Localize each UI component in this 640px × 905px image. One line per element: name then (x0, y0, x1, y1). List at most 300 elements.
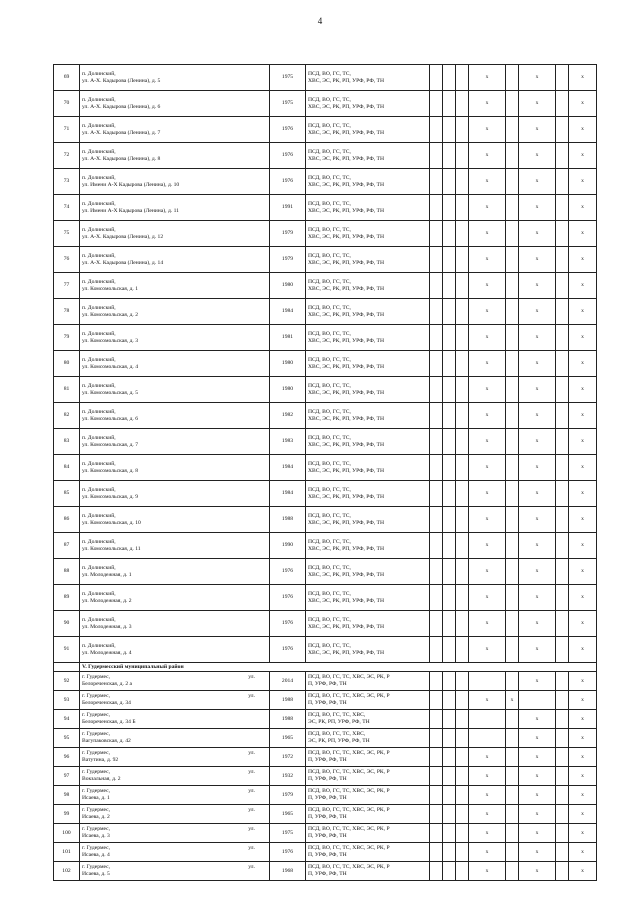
row-number: 79 (54, 325, 80, 351)
mark-cell (556, 299, 569, 325)
mark-cell (556, 403, 569, 429)
mark-cell (443, 786, 456, 805)
mark-cell: x (569, 585, 597, 611)
mark-cell (506, 195, 519, 221)
mark-cell: x (519, 195, 556, 221)
year-built: 1979 (270, 221, 306, 247)
address-line-2: ул. Комсомольская, д. 4 (82, 363, 139, 370)
works-line-2: ХВС, ЭС, РК, РП, УРФ, РФ, ТН (308, 207, 384, 214)
mark-cell (506, 377, 519, 403)
table-row (54, 273, 597, 299)
address-line-1 (82, 769, 267, 776)
mark-cell: x (469, 65, 506, 91)
works-line-1: ПСД, ВО, ГС, ТС, (308, 616, 351, 623)
address-street-type: ул. (248, 826, 255, 832)
row-number: 80 (54, 351, 80, 377)
works-line-1: ПСД, ВО, ГС, ТС, (308, 564, 351, 571)
year-built: 1976 (270, 637, 306, 663)
mark-cell: x (469, 748, 506, 767)
mark-cell (430, 273, 443, 299)
address-line-1-text: г. Гудермес, (82, 788, 111, 794)
table-row (54, 824, 597, 843)
table-row (54, 691, 597, 710)
row-number: 101 (54, 843, 80, 862)
mark-cell: x (469, 691, 506, 710)
address-line-1: п. Долинский, (82, 330, 116, 337)
mark-cell: x (569, 729, 597, 748)
mark-cell (556, 637, 569, 663)
works-line-1: ПСД, ВО, ГС, ТС, (308, 122, 351, 129)
mark-cell: x (519, 455, 556, 481)
address-cell (80, 862, 270, 881)
table-row (54, 767, 597, 786)
mark-cell (456, 351, 469, 377)
mark-cell: x (469, 455, 506, 481)
mark-cell: x (469, 143, 506, 169)
mark-cell: x (569, 533, 597, 559)
works-line-2: ХВС, ЭС, РК, РП, УРФ, РФ, ТН (308, 77, 384, 84)
works-cell (306, 403, 430, 429)
address-line-2: ул. Комсомольская, д. 10 (82, 519, 141, 526)
mark-cell (556, 143, 569, 169)
year-built: 1965 (270, 729, 306, 748)
mark-cell (430, 91, 443, 117)
mark-cell (456, 710, 469, 729)
mark-cell: x (569, 843, 597, 862)
mark-cell: x (519, 377, 556, 403)
row-number: 88 (54, 559, 80, 585)
mark-cell (443, 221, 456, 247)
table-row (54, 117, 597, 143)
mark-cell (456, 767, 469, 786)
mark-cell (443, 767, 456, 786)
mark-cell: x (569, 481, 597, 507)
address-line-2: ул. Комсомольская, д. 2 (82, 311, 139, 318)
table-row (54, 195, 597, 221)
works-line-1: ПСД, ВО, ГС, ТС, (308, 538, 351, 545)
works-cell (306, 65, 430, 91)
mark-cell: x (519, 824, 556, 843)
mark-cell (506, 767, 519, 786)
mark-cell (430, 377, 443, 403)
year-built: 1982 (270, 403, 306, 429)
mark-cell (556, 247, 569, 273)
address-line-1: п. Долинский, (82, 226, 116, 233)
works-cell (306, 429, 430, 455)
works-cell (306, 710, 430, 729)
table-row (54, 247, 597, 273)
mark-cell (506, 585, 519, 611)
mark-cell (443, 637, 456, 663)
works-line-2: ХВС, ЭС, РК, РП, УРФ, РФ, ТН (308, 363, 384, 370)
mark-cell (430, 843, 443, 862)
mark-cell (443, 559, 456, 585)
mark-cell: x (519, 169, 556, 195)
works-line-1: ПСД, ВО, ГС, ТС, (308, 434, 351, 441)
mark-cell: x (519, 325, 556, 351)
mark-cell (456, 507, 469, 533)
year-built: 1976 (270, 559, 306, 585)
works-line-1: ПСД, ВО, ГС, ТС, (308, 642, 351, 649)
address-line-1: п. Долинский, (82, 590, 116, 597)
address-cell (80, 247, 270, 273)
mark-cell (430, 481, 443, 507)
works-line-1: ПСД, ВО, ГС, ТС, (308, 486, 351, 493)
works-line-2: ХВС, ЭС, РК, РП, УРФ, РФ, ТН (308, 129, 384, 136)
address-line-2: ул. Комсомольская, д. 6 (82, 415, 139, 422)
works-line-2: П, УРФ, РФ, ТН (308, 871, 347, 877)
address-line-1: п. Долинский, (82, 564, 116, 571)
address-cell (80, 767, 270, 786)
works-cell (306, 672, 430, 691)
mark-cell: x (519, 533, 556, 559)
address-line-2: ул. А-Х. Кадырова (Ленина), д. 7 (82, 129, 161, 136)
row-number: 91 (54, 637, 80, 663)
works-cell (306, 299, 430, 325)
mark-cell: x (519, 843, 556, 862)
mark-cell (506, 805, 519, 824)
mark-cell (556, 672, 569, 691)
address-line-1-text: г. Гудермес, (82, 807, 111, 813)
table-row (54, 710, 597, 729)
mark-cell: x (569, 91, 597, 117)
year-built: 1975 (270, 91, 306, 117)
mark-cell (430, 221, 443, 247)
address-street-type: ул. (248, 807, 255, 813)
mark-cell (556, 455, 569, 481)
mark-cell (430, 585, 443, 611)
mark-cell (456, 843, 469, 862)
mark-cell (443, 377, 456, 403)
mark-cell (556, 748, 569, 767)
table-row (54, 351, 597, 377)
year-built: 1965 (270, 805, 306, 824)
row-number: 78 (54, 299, 80, 325)
row-number: 96 (54, 748, 80, 767)
mark-cell (506, 91, 519, 117)
table-body-section-iv (54, 65, 597, 663)
mark-cell (556, 429, 569, 455)
address-line-1: п. Долинский, (82, 538, 116, 545)
mark-cell (456, 117, 469, 143)
works-line-2: П, УРФ, РФ, ТН (308, 814, 347, 820)
works-cell (306, 455, 430, 481)
mark-cell: x (469, 611, 506, 637)
mark-cell (443, 403, 456, 429)
address-line-1: п. Долинский, (82, 486, 116, 493)
works-line-2: ХВС, ЭС, РК, РП, УРФ, РФ, ТН (308, 415, 384, 422)
mark-cell (556, 117, 569, 143)
mark-cell: x (519, 672, 556, 691)
mark-cell: x (519, 748, 556, 767)
mark-cell (443, 843, 456, 862)
mark-cell (556, 481, 569, 507)
address-line-1 (82, 693, 267, 700)
mark-cell (469, 710, 506, 729)
table-row (54, 65, 597, 91)
mark-cell (430, 351, 443, 377)
mark-cell (506, 221, 519, 247)
year-built: 1980 (270, 273, 306, 299)
address-line-2: Исаева, д. 4 (82, 852, 110, 858)
mark-cell (456, 377, 469, 403)
works-line-2: ХВС, ЭС, РК, РП, УРФ, РФ, ТН (308, 649, 384, 656)
mark-cell (506, 455, 519, 481)
year-built: 1979 (270, 786, 306, 805)
works-line-2: ХВС, ЭС, РК, РП, УРФ, РФ, ТН (308, 441, 384, 448)
address-line-2: Вокзальная, д. 2 (82, 776, 121, 782)
works-line-1: ПСД, ВО, ГС, ТС, (308, 174, 351, 181)
mark-cell: x (469, 247, 506, 273)
works-cell (306, 169, 430, 195)
address-cell (80, 143, 270, 169)
table-row (54, 672, 597, 691)
works-line-1: ПСД, ВО, ГС, ТС, (308, 148, 351, 155)
year-built: 1984 (270, 299, 306, 325)
mark-cell (430, 611, 443, 637)
mark-cell (430, 729, 443, 748)
works-line-1: ПСД, ВО, ГС, ТС, (308, 70, 351, 77)
works-line-2: ЭС, РК, РП, УРФ, РФ, ТН (308, 738, 370, 744)
mark-cell (456, 65, 469, 91)
table-row (54, 637, 597, 663)
works-line-2: ХВС, ЭС, РК, РП, УРФ, РФ, ТН (308, 467, 384, 474)
mark-cell (443, 672, 456, 691)
mark-cell (456, 195, 469, 221)
mark-cell (430, 65, 443, 91)
row-number: 69 (54, 65, 80, 91)
row-number: 73 (54, 169, 80, 195)
works-line-2: ХВС, ЭС, РК, РП, УРФ, РФ, ТН (308, 571, 384, 578)
address-line-2: Ватутина, д. 92 (82, 757, 119, 763)
address-line-1: п. Долинский, (82, 200, 116, 207)
works-line-2: ХВС, ЭС, РК, РП, УРФ, РФ, ТН (308, 311, 384, 318)
mark-cell: x (569, 824, 597, 843)
works-cell (306, 786, 430, 805)
mark-cell (456, 325, 469, 351)
address-cell (80, 117, 270, 143)
address-line-1: г. Гудермес, (82, 712, 111, 718)
mark-cell (443, 611, 456, 637)
works-line-1: ПСД, ВО, ГС, ТС, (308, 356, 351, 363)
mark-cell (456, 691, 469, 710)
address-line-1: п. Долинский, (82, 148, 116, 155)
mark-cell (456, 169, 469, 195)
table-row (54, 221, 597, 247)
row-number: 77 (54, 273, 80, 299)
mark-cell (430, 403, 443, 429)
mark-cell (443, 710, 456, 729)
works-line-1: ПСД, ВО, ГС, ТС, (308, 382, 351, 389)
mark-cell (443, 143, 456, 169)
address-line-2: ул. Комсомольская, д. 7 (82, 441, 139, 448)
mark-cell (430, 299, 443, 325)
table-row (54, 455, 597, 481)
address-line-2: ул. Комсомольская, д. 9 (82, 493, 139, 500)
mark-cell (519, 691, 556, 710)
mark-cell (430, 862, 443, 881)
address-line-2: Белореченская, д. 34 Б (82, 719, 136, 725)
mark-cell (556, 195, 569, 221)
address-cell (80, 299, 270, 325)
works-line-2: ХВС, ЭС, РК, РП, УРФ, РФ, ТН (308, 181, 384, 188)
works-cell (306, 637, 430, 663)
mark-cell: x (469, 533, 506, 559)
year-built: 1975 (270, 65, 306, 91)
address-line-2: Исаева, д. 2 (82, 814, 110, 820)
table-row (54, 325, 597, 351)
mark-cell: x (569, 117, 597, 143)
mark-cell (556, 710, 569, 729)
table-row (54, 377, 597, 403)
mark-cell: x (569, 169, 597, 195)
row-number: 70 (54, 91, 80, 117)
row-number: 86 (54, 507, 80, 533)
row-number: 74 (54, 195, 80, 221)
mark-cell (556, 533, 569, 559)
mark-cell: x (519, 221, 556, 247)
works-line-2: ХВС, ЭС, РК, РП, УРФ, РФ, ТН (308, 233, 384, 240)
works-line-2: П, УРФ, РФ, ТН (308, 795, 347, 801)
works-cell (306, 351, 430, 377)
address-street-type: ул. (248, 769, 255, 775)
mark-cell (469, 672, 506, 691)
mark-cell (456, 247, 469, 273)
mark-cell: x (469, 169, 506, 195)
mark-cell (506, 169, 519, 195)
mark-cell (506, 533, 519, 559)
mark-cell: x (519, 585, 556, 611)
works-line-2: ХВС, ЭС, РК, РП, УРФ, РФ, ТН (308, 545, 384, 552)
mark-cell: x (519, 805, 556, 824)
works-line-1: ПСД, ВО, ГС, ТС, (308, 200, 351, 207)
works-cell (306, 91, 430, 117)
mark-cell (556, 805, 569, 824)
mark-cell: x (469, 767, 506, 786)
table-row (54, 611, 597, 637)
mark-cell (443, 748, 456, 767)
works-cell (306, 533, 430, 559)
address-cell (80, 325, 270, 351)
mark-cell (469, 729, 506, 748)
table-body-section-header (54, 663, 597, 672)
mark-cell (430, 325, 443, 351)
row-number: 75 (54, 221, 80, 247)
mark-cell (430, 748, 443, 767)
address-line-1-text: г. Гудермес, (82, 845, 111, 851)
mark-cell (430, 672, 443, 691)
address-line-1: п. Долинский, (82, 408, 116, 415)
works-cell (306, 748, 430, 767)
mark-cell: x (519, 710, 556, 729)
mark-cell: x (569, 611, 597, 637)
works-line-2: ХВС, ЭС, РК, РП, УРФ, РФ, ТН (308, 155, 384, 162)
mark-cell (443, 247, 456, 273)
mark-cell (506, 824, 519, 843)
address-line-2: ул. Комсомольская, д. 5 (82, 389, 139, 396)
address-cell (80, 91, 270, 117)
year-built: 1976 (270, 843, 306, 862)
address-line-1: п. Долинский, (82, 616, 116, 623)
works-line-2: ХВС, ЭС, РК, РП, УРФ, РФ, ТН (308, 285, 384, 292)
section-header-row (54, 663, 597, 672)
mark-cell: x (469, 429, 506, 455)
works-line-1: ПСД, ВО, ГС, ТС, ХВС, ЭС, РК, Р (308, 864, 390, 870)
mark-cell (456, 91, 469, 117)
address-line-1: п. Долинский, (82, 382, 116, 389)
works-cell (306, 143, 430, 169)
address-cell (80, 195, 270, 221)
mark-cell: x (569, 351, 597, 377)
row-number: 72 (54, 143, 80, 169)
address-cell (80, 824, 270, 843)
mark-cell (443, 117, 456, 143)
mark-cell (430, 169, 443, 195)
mark-cell (506, 143, 519, 169)
table-row (54, 91, 597, 117)
address-cell (80, 403, 270, 429)
address-line-1: г. Гудермес, (82, 731, 111, 737)
mark-cell: x (569, 247, 597, 273)
mark-cell: x (569, 767, 597, 786)
year-built: 2014 (270, 672, 306, 691)
works-line-2: ХВС, ЭС, РК, РП, УРФ, РФ, ТН (308, 103, 384, 110)
address-line-2: ул. А-Х. Кадырова (Ленина), д. 5 (82, 77, 161, 84)
year-built: 1975 (270, 824, 306, 843)
address-line-2: Вагупаковская, д. 42 (82, 738, 131, 744)
address-line-1-text: г. Гудермес, (82, 826, 111, 832)
address-cell (80, 481, 270, 507)
row-number: 102 (54, 862, 80, 881)
address-cell (80, 221, 270, 247)
mark-cell (443, 65, 456, 91)
mark-cell (456, 637, 469, 663)
works-line-1: ПСД, ВО, ГС, ТС, ХВС, ЭС, РК, Р (308, 807, 390, 813)
mark-cell (456, 299, 469, 325)
mark-cell: x (519, 351, 556, 377)
table-row (54, 786, 597, 805)
year-built: 1990 (270, 533, 306, 559)
mark-cell: x (519, 611, 556, 637)
works-cell (306, 611, 430, 637)
works-cell (306, 221, 430, 247)
mark-cell (556, 691, 569, 710)
mark-cell (443, 195, 456, 221)
address-cell (80, 748, 270, 767)
year-built: 1980 (270, 377, 306, 403)
address-line-1-text: г. Гудермес, (82, 750, 111, 756)
mark-cell: x (469, 117, 506, 143)
mark-cell: x (519, 507, 556, 533)
works-line-2: ХВС, ЭС, РК, РП, УРФ, РФ, ТН (308, 337, 384, 344)
works-cell (306, 585, 430, 611)
address-cell (80, 273, 270, 299)
works-line-1: ПСД, ВО, ГС, ТС, ХВС, ЭС, РК, Р (308, 674, 390, 680)
address-cell (80, 637, 270, 663)
address-line-2: ул. Комсомольская, д. 11 (82, 545, 141, 552)
mark-cell (456, 611, 469, 637)
mark-cell (556, 559, 569, 585)
address-cell (80, 843, 270, 862)
row-number: 95 (54, 729, 80, 748)
works-cell (306, 195, 430, 221)
table-row (54, 429, 597, 455)
mark-cell (556, 767, 569, 786)
address-cell (80, 351, 270, 377)
mark-cell: x (569, 377, 597, 403)
works-line-1: ПСД, ВО, ГС, ТС, ХВС, ЭС, РК, Р (308, 693, 390, 699)
address-line-1 (82, 750, 267, 757)
